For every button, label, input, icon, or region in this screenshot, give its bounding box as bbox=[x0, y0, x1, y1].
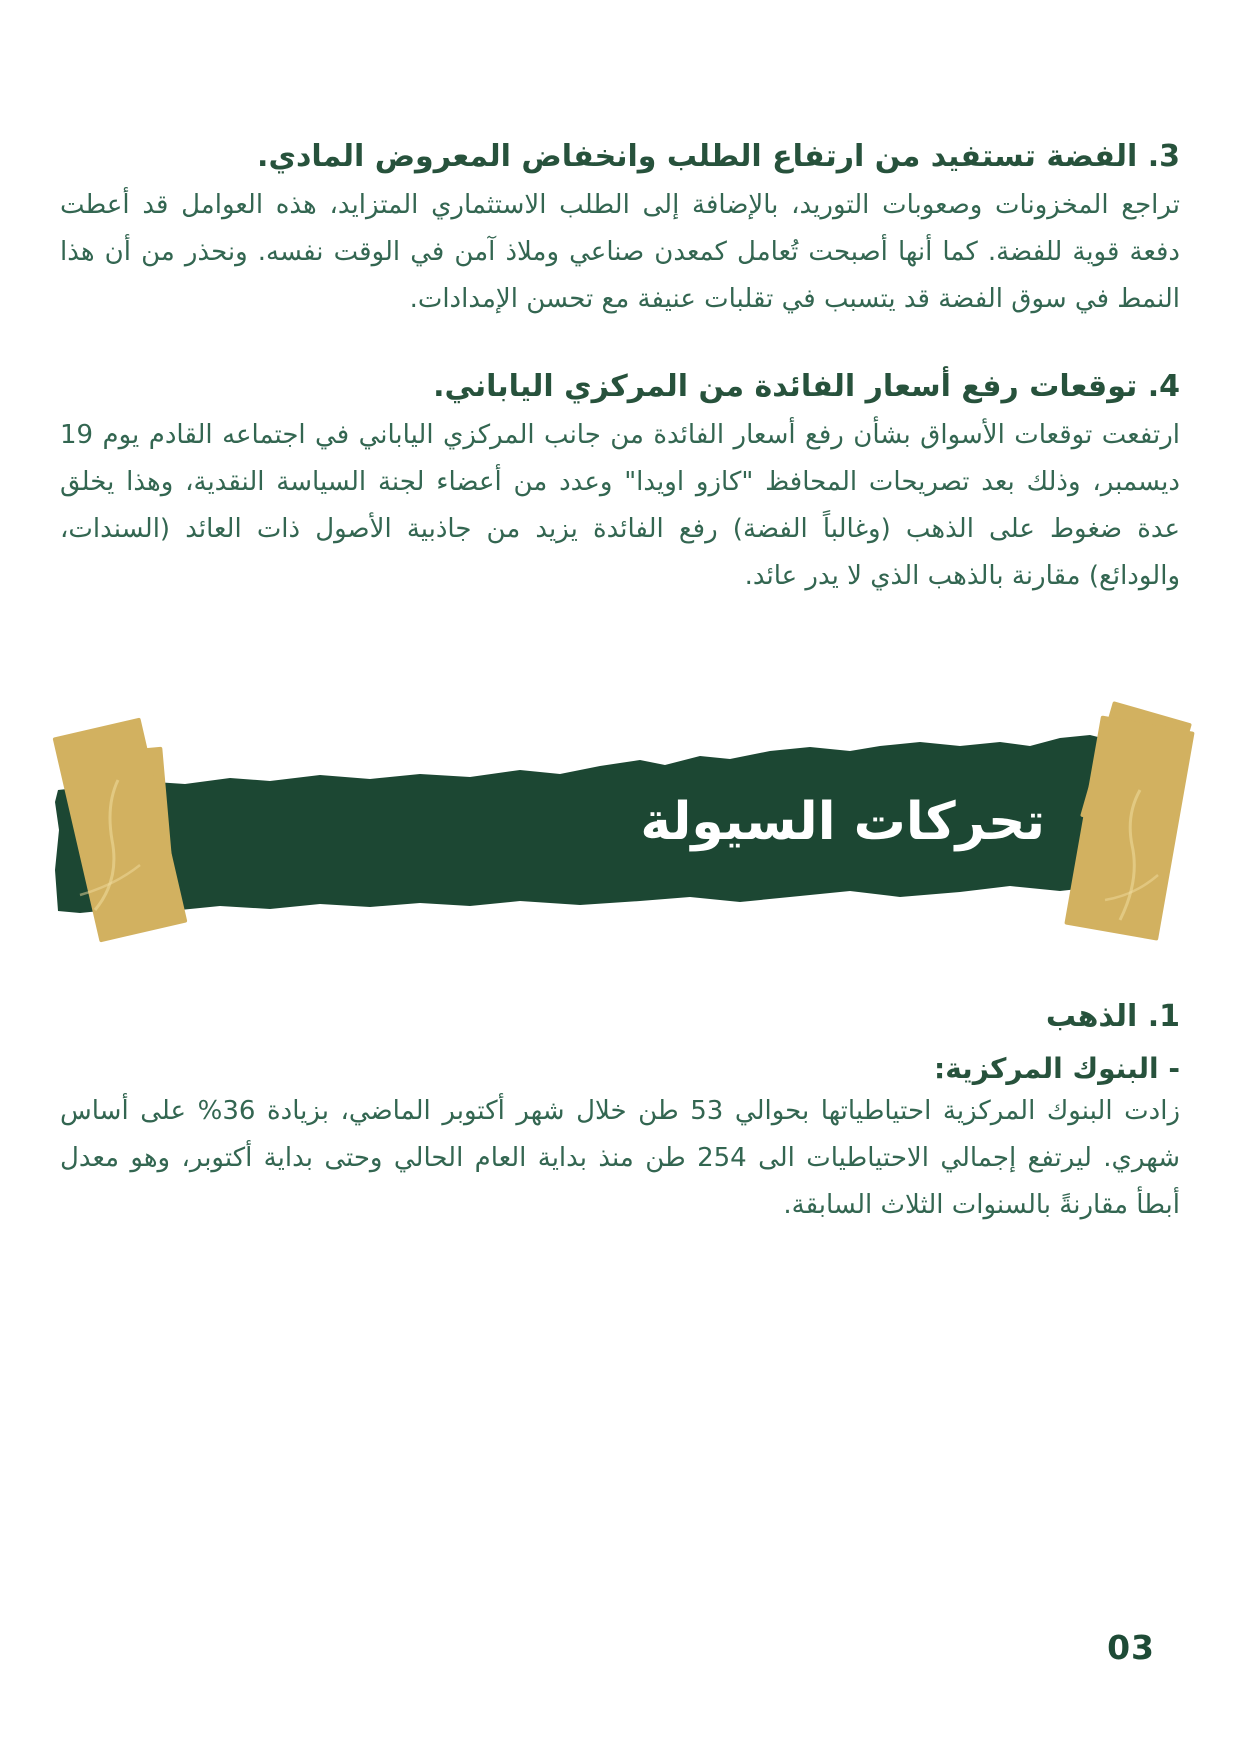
banner-title: تحركات السيولة bbox=[640, 792, 1045, 852]
section-3-heading: 3. الفضة تستفيد من ارتفاع الطلب وانخفاض المعروض المادي. bbox=[257, 138, 1180, 174]
central-banks-paragraph: زادت البنوك المركزية احتياطياتها بحوالي 53 طن خلال شهر أكتوبر الماضي، بزيادة 36% على أساس شهري. ليرتفع إجمالي الاحتياطيات الى 254 طن منذ بداية العام الحالي وحتى بداية أكتوبر، وهو معدل أبطأ مقارنةً بالسنوات الثلاث السابقة. bbox=[60, 1096, 1180, 1220]
central-banks-subheading: - البنوك المركزية: bbox=[934, 1052, 1180, 1085]
torn-paper-banner-graphic bbox=[0, 640, 1240, 960]
section-3-paragraph: تراجع المخزونات وصعوبات التوريد، بالإضافة إلى الطلب الاستثماري المتزايد، هذه العوامل قد أعطت دفعة قوية للفضة. كما أنها أصبحت تُعامل كمعدن صناعي وملاذ آمن في الوقت نفسه. ونحذر من أن هذا النمط في سوق الفضة قد يتسبب في تقلبات عنيفة مع تحسن الإمدادات. bbox=[60, 190, 1180, 314]
gold-section-heading: 1. الذهب bbox=[1045, 998, 1180, 1034]
section-4-heading: 4. توقعات رفع أسعار الفائدة من المركزي الياباني. bbox=[433, 368, 1180, 404]
section-4-paragraph: ارتفعت توقعات الأسواق بشأن رفع أسعار الفائدة من جانب المركزي الياباني في اجتماعه القادم يوم 19 ديسمبر، وذلك بعد تصريحات المحافظ "كازو اويدا" وعدد من أعضاء لجنة السياسة النقدية، وهذا يخلق عدة ضغوط على الذهب (وغالباً الفضة) رفع الفائدة يزيد من جاذبية الأصول ذات العائد (السندات، والودائع) مقارنة بالذهب الذي لا يدر عائد. bbox=[60, 420, 1180, 591]
liquidity-banner bbox=[0, 640, 1240, 960]
page-number: 03 bbox=[1107, 1628, 1155, 1667]
